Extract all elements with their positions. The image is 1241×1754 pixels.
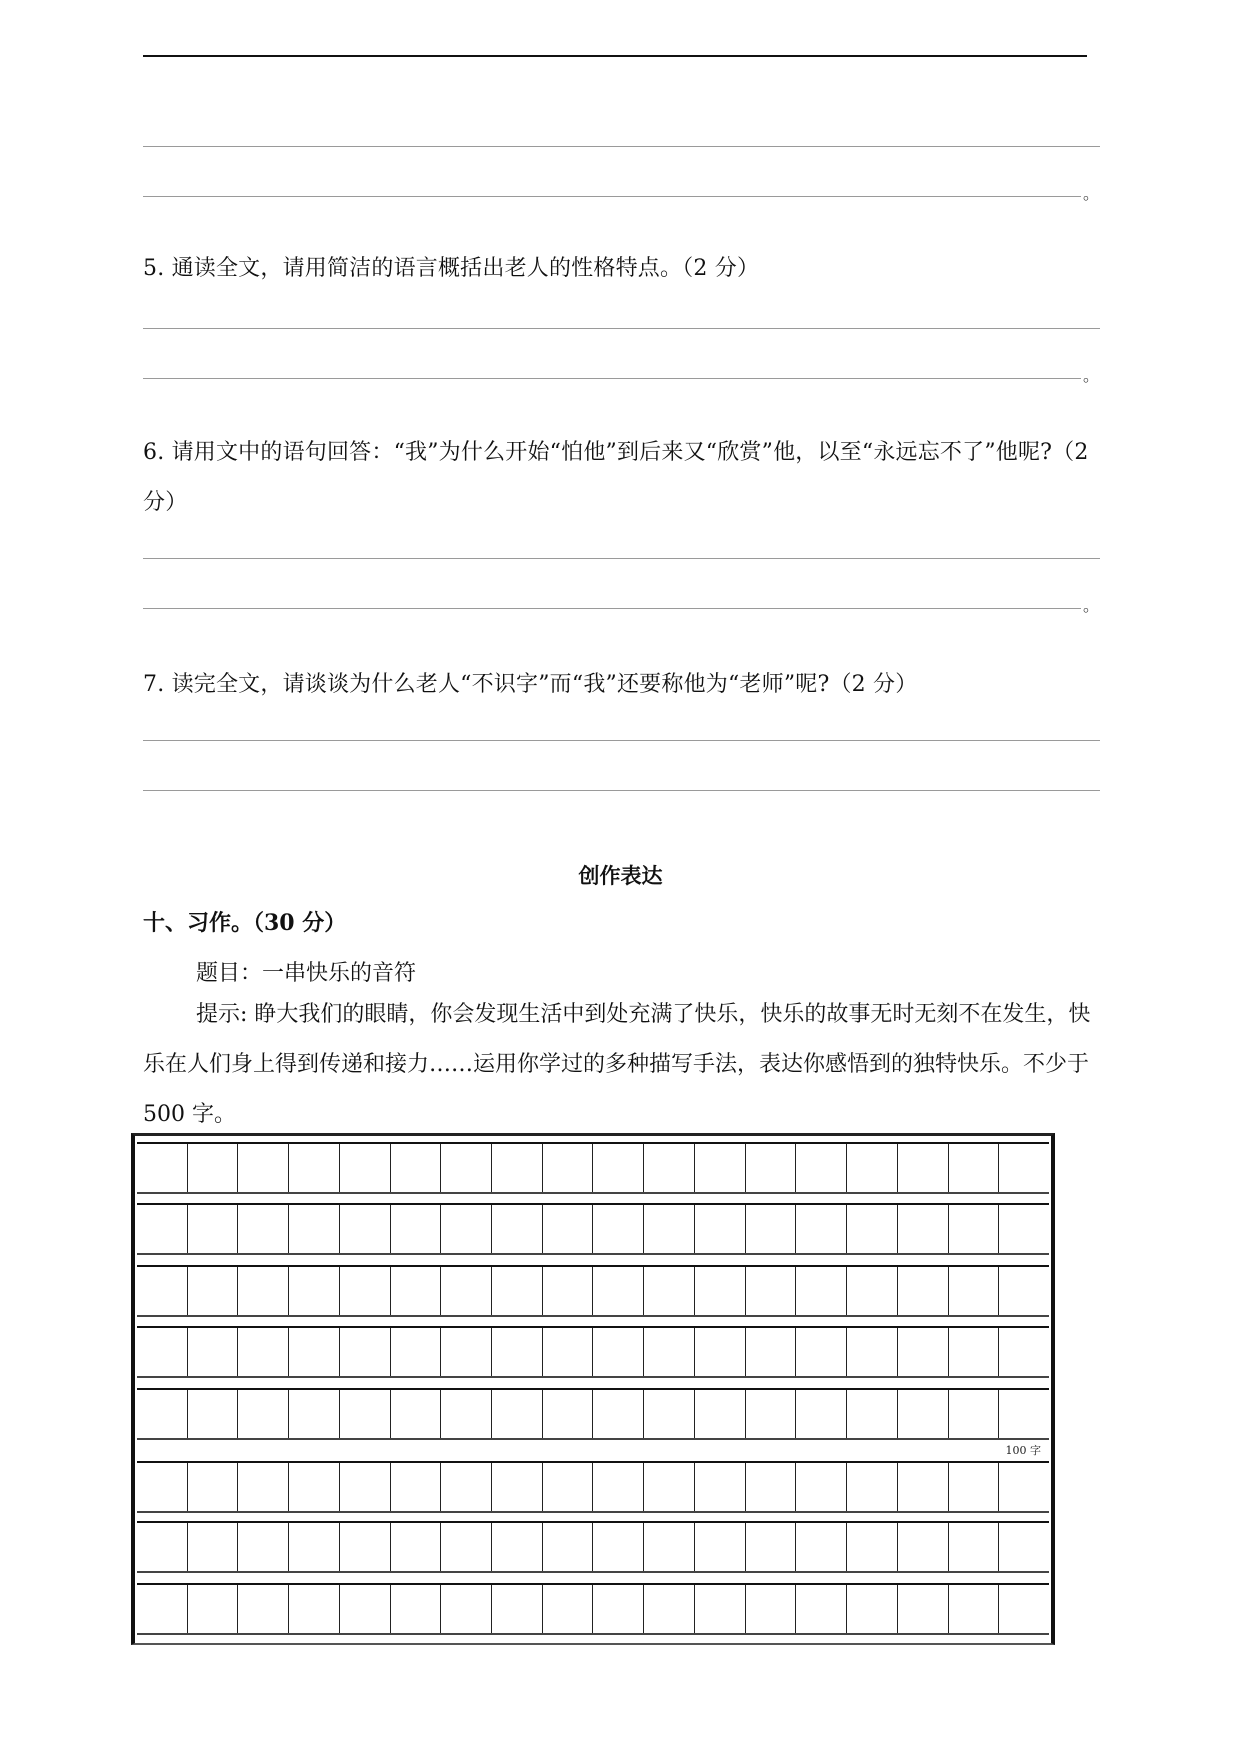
- grid-cell[interactable]: [592, 1328, 643, 1376]
- grid-cell[interactable]: [948, 1523, 999, 1571]
- grid-cell[interactable]: [137, 1205, 187, 1253]
- grid-cell[interactable]: [592, 1144, 643, 1192]
- grid-cell[interactable]: [745, 1585, 796, 1633]
- grid-cell[interactable]: [745, 1463, 796, 1511]
- writing-grid: [131, 1133, 1055, 1645]
- answer-line[interactable]: [143, 146, 1100, 147]
- grid-cell[interactable]: [288, 1328, 339, 1376]
- grid-row: [137, 1142, 1049, 1194]
- grid-cell[interactable]: [187, 1144, 238, 1192]
- grid-cell[interactable]: [694, 1523, 745, 1571]
- grid-cell[interactable]: [137, 1328, 187, 1376]
- answer-line[interactable]: [143, 196, 1081, 197]
- grid-cell[interactable]: [339, 1267, 390, 1315]
- answer-line[interactable]: [143, 558, 1100, 559]
- grid-cell[interactable]: [137, 1523, 187, 1571]
- grid-cell[interactable]: [948, 1390, 999, 1438]
- grid-cell[interactable]: [440, 1328, 491, 1376]
- grid-cell[interactable]: [440, 1205, 491, 1253]
- grid-cell[interactable]: [491, 1205, 542, 1253]
- essay-prompt: 提示: 睁大我们的眼睛，你会发现生活中到处充满了快乐，快乐的故事无时无刻不在发生，快乐在人们身上得到传递和接力……运用你学过的多种描写手法，表达你感悟到的独特快乐。不少于 500 字。: [143, 1002, 1091, 1127]
- grid-cell[interactable]: [948, 1328, 999, 1376]
- grid-cell[interactable]: [237, 1390, 288, 1438]
- grid-cell[interactable]: [440, 1267, 491, 1315]
- grid-cell[interactable]: [745, 1523, 796, 1571]
- grid-cell[interactable]: [339, 1523, 390, 1571]
- grid-cell[interactable]: [897, 1267, 948, 1315]
- grid-row: [137, 1388, 1049, 1440]
- grid-cell[interactable]: [440, 1144, 491, 1192]
- grid-row: [137, 1461, 1049, 1513]
- grid-cell[interactable]: [643, 1585, 694, 1633]
- answer-line[interactable]: [143, 740, 1100, 741]
- grid-cell[interactable]: [137, 1267, 187, 1315]
- essay-heading: 十、习作。（30 分）: [143, 910, 347, 936]
- grid-cell[interactable]: [339, 1463, 390, 1511]
- grid-cell[interactable]: [542, 1144, 593, 1192]
- grid-cell[interactable]: [643, 1267, 694, 1315]
- grid-cell[interactable]: [948, 1463, 999, 1511]
- grid-cell[interactable]: [643, 1390, 694, 1438]
- grid-cell[interactable]: [339, 1205, 390, 1253]
- grid-row: [137, 1326, 1049, 1378]
- grid-cell[interactable]: [237, 1463, 288, 1511]
- grid-cell[interactable]: [390, 1328, 441, 1376]
- grid-cell[interactable]: [795, 1463, 846, 1511]
- grid-cell[interactable]: [390, 1523, 441, 1571]
- answer-line[interactable]: [143, 378, 1081, 379]
- grid-cell[interactable]: [745, 1390, 796, 1438]
- grid-cell[interactable]: [542, 1267, 593, 1315]
- grid-cell[interactable]: [592, 1205, 643, 1253]
- grid-cell[interactable]: [187, 1585, 238, 1633]
- grid-row: [137, 1521, 1049, 1573]
- grid-cell[interactable]: [643, 1463, 694, 1511]
- grid-cell[interactable]: [948, 1585, 999, 1633]
- grid-cell[interactable]: [795, 1390, 846, 1438]
- grid-cell[interactable]: [846, 1585, 897, 1633]
- grid-cell[interactable]: [288, 1267, 339, 1315]
- grid-cell[interactable]: [643, 1144, 694, 1192]
- grid-cell[interactable]: [491, 1523, 542, 1571]
- grid-cell[interactable]: [745, 1205, 796, 1253]
- grid-cell[interactable]: [237, 1144, 288, 1192]
- grid-cell[interactable]: [542, 1328, 593, 1376]
- grid-cell[interactable]: [998, 1390, 1049, 1438]
- grid-cell[interactable]: [288, 1523, 339, 1571]
- grid-cell[interactable]: [288, 1585, 339, 1633]
- grid-cell[interactable]: [745, 1328, 796, 1376]
- grid-cell[interactable]: [643, 1523, 694, 1571]
- grid-cell[interactable]: [846, 1523, 897, 1571]
- grid-cell[interactable]: [187, 1523, 238, 1571]
- answer-period: 。: [1083, 184, 1100, 203]
- grid-cell[interactable]: [491, 1267, 542, 1315]
- grid-cell[interactable]: [390, 1463, 441, 1511]
- grid-cell[interactable]: [948, 1144, 999, 1192]
- grid-row: [137, 1265, 1049, 1317]
- grid-cell[interactable]: [795, 1205, 846, 1253]
- grid-cell[interactable]: [288, 1463, 339, 1511]
- answer-period: 。: [1083, 366, 1100, 385]
- grid-cell[interactable]: [694, 1390, 745, 1438]
- grid-cell[interactable]: [694, 1328, 745, 1376]
- grid-cell[interactable]: [542, 1523, 593, 1571]
- grid-cell[interactable]: [440, 1523, 491, 1571]
- grid-cell[interactable]: [846, 1463, 897, 1511]
- grid-cell[interactable]: [491, 1144, 542, 1192]
- section-title: 创作表达: [578, 864, 663, 888]
- grid-cell[interactable]: [694, 1205, 745, 1253]
- grid-cell[interactable]: [694, 1463, 745, 1511]
- grid-cell[interactable]: [897, 1390, 948, 1438]
- grid-cell[interactable]: [846, 1328, 897, 1376]
- grid-cell[interactable]: [998, 1205, 1049, 1253]
- grid-cell[interactable]: [137, 1144, 187, 1192]
- grid-cell[interactable]: [339, 1328, 390, 1376]
- grid-cell[interactable]: [795, 1267, 846, 1315]
- answer-line[interactable]: [143, 790, 1100, 791]
- question-6: 6. 请用文中的语句回答：“我”为什么开始“怕他”到后来又“欣赏”他，以至“永远忘不了”他呢?（2 分）: [143, 440, 1089, 515]
- grid-cell[interactable]: [846, 1144, 897, 1192]
- grid-cell[interactable]: [237, 1585, 288, 1633]
- grid-cell[interactable]: [187, 1267, 238, 1315]
- grid-cell[interactable]: [440, 1463, 491, 1511]
- grid-cell[interactable]: [288, 1205, 339, 1253]
- grid-cell[interactable]: [237, 1328, 288, 1376]
- grid-row: [137, 1203, 1049, 1255]
- grid-cell[interactable]: [390, 1267, 441, 1315]
- grid-cell[interactable]: [846, 1205, 897, 1253]
- grid-cell[interactable]: [948, 1205, 999, 1253]
- grid-cell[interactable]: [795, 1585, 846, 1633]
- answer-period: 。: [1083, 596, 1100, 615]
- answer-line[interactable]: [143, 608, 1081, 609]
- grid-cell[interactable]: [897, 1144, 948, 1192]
- grid-cell[interactable]: [542, 1205, 593, 1253]
- grid-cell[interactable]: [998, 1585, 1049, 1633]
- grid-cell[interactable]: [592, 1523, 643, 1571]
- grid-cell[interactable]: [390, 1205, 441, 1253]
- top-rule: [143, 55, 1087, 57]
- grid-cell[interactable]: [795, 1523, 846, 1571]
- grid-cell[interactable]: [592, 1267, 643, 1315]
- grid-cell[interactable]: [440, 1390, 491, 1438]
- grid-cell[interactable]: [694, 1267, 745, 1315]
- grid-cell[interactable]: [137, 1463, 187, 1511]
- grid-cell[interactable]: [998, 1523, 1049, 1571]
- grid-cell[interactable]: [846, 1390, 897, 1438]
- grid-cell[interactable]: [288, 1144, 339, 1192]
- grid-cell[interactable]: [542, 1463, 593, 1511]
- grid-cell[interactable]: [440, 1585, 491, 1633]
- grid-cell[interactable]: [846, 1267, 897, 1315]
- grid-cell[interactable]: [694, 1585, 745, 1633]
- grid-cell[interactable]: [390, 1144, 441, 1192]
- grid-cell[interactable]: [288, 1390, 339, 1438]
- grid-cell[interactable]: [795, 1144, 846, 1192]
- grid-cell[interactable]: [390, 1390, 441, 1438]
- grid-cell[interactable]: [795, 1328, 846, 1376]
- grid-row: [137, 1583, 1049, 1635]
- grid-cell[interactable]: [897, 1585, 948, 1633]
- grid-cell[interactable]: [187, 1328, 238, 1376]
- grid-cell[interactable]: [187, 1205, 238, 1253]
- essay-title: 题目：一串快乐的音符: [196, 961, 417, 986]
- grid-cell[interactable]: [542, 1390, 593, 1438]
- grid-cell[interactable]: [491, 1585, 542, 1633]
- grid-cell[interactable]: [187, 1463, 238, 1511]
- grid-cell[interactable]: [390, 1585, 441, 1633]
- grid-cell[interactable]: [897, 1328, 948, 1376]
- grid-cell[interactable]: [745, 1267, 796, 1315]
- grid-cell[interactable]: [237, 1205, 288, 1253]
- grid-cell[interactable]: [592, 1585, 643, 1633]
- grid-cell[interactable]: [643, 1328, 694, 1376]
- grid-cell[interactable]: [998, 1328, 1049, 1376]
- grid-cell[interactable]: [491, 1328, 542, 1376]
- grid-cell[interactable]: [592, 1463, 643, 1511]
- grid-cell[interactable]: [643, 1205, 694, 1253]
- grid-cell[interactable]: [491, 1390, 542, 1438]
- grid-cell[interactable]: [998, 1267, 1049, 1315]
- grid-cell[interactable]: [137, 1585, 187, 1633]
- grid-cell[interactable]: [491, 1463, 542, 1511]
- question-5: 5. 通读全文，请用简洁的语言概括出老人的性格特点。（2 分）: [143, 256, 760, 281]
- grid-cell[interactable]: [998, 1463, 1049, 1511]
- grid-cell[interactable]: [137, 1390, 187, 1438]
- grid-cell[interactable]: [542, 1585, 593, 1633]
- grid-cell[interactable]: [948, 1267, 999, 1315]
- answer-line[interactable]: [143, 328, 1100, 329]
- grid-cell[interactable]: [897, 1523, 948, 1571]
- grid-cell[interactable]: [187, 1390, 238, 1438]
- grid-cell[interactable]: [897, 1205, 948, 1253]
- word-count-label: 100 字: [1005, 1444, 1041, 1457]
- grid-cell[interactable]: [339, 1390, 390, 1438]
- grid-cell[interactable]: [237, 1267, 288, 1315]
- grid-cell[interactable]: [897, 1463, 948, 1511]
- grid-cell[interactable]: [592, 1390, 643, 1438]
- grid-cell[interactable]: [237, 1523, 288, 1571]
- grid-cell[interactable]: [694, 1144, 745, 1192]
- question-7: 7. 读完全文，请谈谈为什么老人“不识字”而“我”还要称他为“老师”呢?（2 分）: [143, 672, 918, 697]
- grid-cell[interactable]: [339, 1585, 390, 1633]
- grid-cell[interactable]: [745, 1144, 796, 1192]
- grid-cell[interactable]: [998, 1144, 1049, 1192]
- grid-cell[interactable]: [339, 1144, 390, 1192]
